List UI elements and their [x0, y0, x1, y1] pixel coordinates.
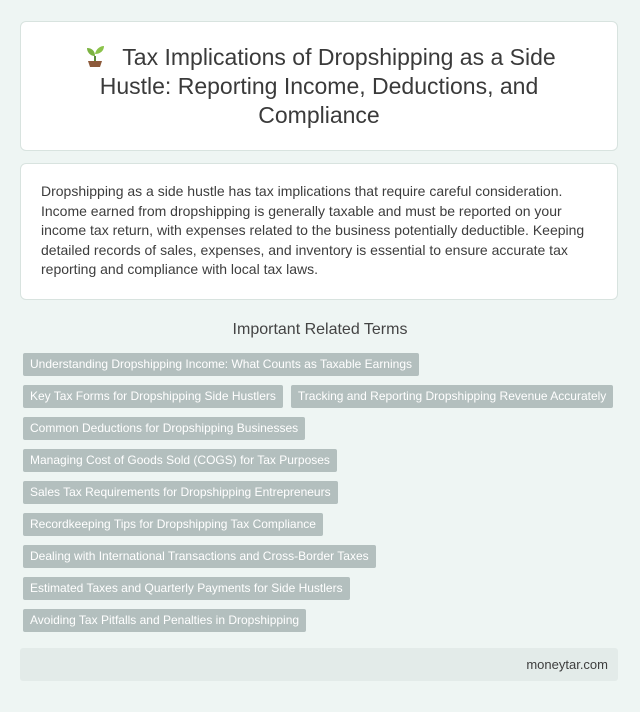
page-title — [61, 42, 577, 130]
related-term-chip[interactable]: Avoiding Tax Pitfalls and Penalties in Dropshipping — [23, 609, 306, 632]
related-term-chip[interactable]: Key Tax Forms for Dropshipping Side Hustlers — [23, 385, 283, 408]
related-term-chip[interactable]: Estimated Taxes and Quarterly Payments for Side Hustlers — [23, 577, 350, 600]
sprout-icon — [82, 42, 108, 68]
related-term-chip[interactable]: Dealing with International Transactions and Cross-Border Taxes — [23, 545, 376, 568]
related-term-chip[interactable]: Common Deductions for Dropshipping Businesses — [23, 417, 305, 440]
related-terms-heading: Important Related Terms — [232, 321, 408, 338]
intro-card — [20, 163, 618, 300]
related-term-chip[interactable]: Recordkeeping Tips for Dropshipping Tax Compliance — [23, 513, 323, 536]
footer — [20, 648, 618, 681]
related-term-chip[interactable]: Tracking and Reporting Dropshipping Revenue Accurately — [291, 385, 613, 408]
page-title-text: Tax Implications of Dropshipping as a Side Hustle: Reporting Income, Deductions, and Compliance — [99, 44, 556, 128]
intro-paragraph: Dropshipping as a side hustle has tax implications that require careful consideration. Income earned from dropshipping is generally taxable and must be reported on your income tax return, with expenses related to the business potentially deductible. Keeping detailed records of sales, expenses, and inventory is essential to ensure accurate tax reporting and compliance with local tax laws. — [41, 183, 585, 277]
title-card — [20, 21, 618, 151]
related-term-chip[interactable]: Understanding Dropshipping Income: What Counts as Taxable Earnings — [23, 353, 419, 376]
related-term-chip[interactable]: Sales Tax Requirements for Dropshipping Entrepreneurs — [23, 481, 338, 504]
related-term-chip[interactable]: Managing Cost of Goods Sold (COGS) for Tax Purposes — [23, 449, 337, 472]
site-link[interactable]: moneytar.com — [526, 657, 608, 672]
related-terms-list — [23, 353, 623, 641]
